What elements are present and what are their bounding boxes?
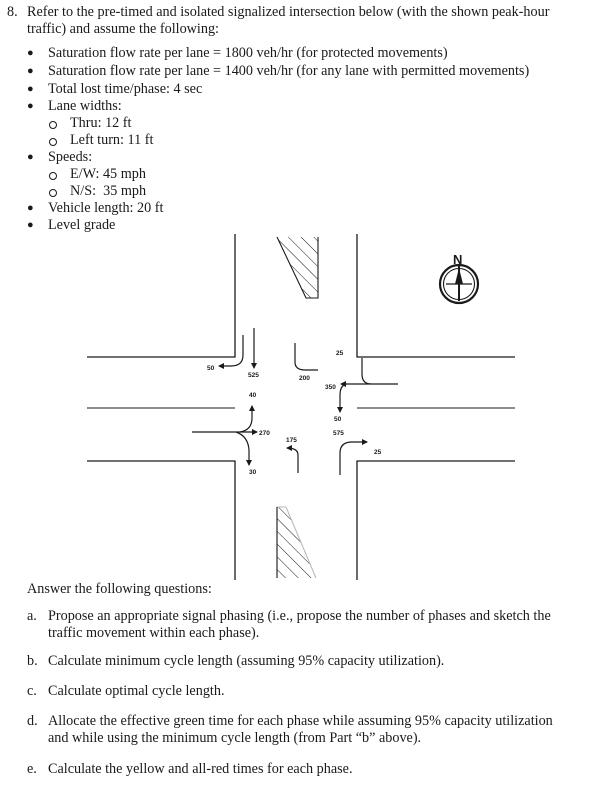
question-text: Allocate the effective green time for each phase while assuming 95% capacity utilization and while using the minimum cycle length (from Part “b” above). <box>48 713 553 746</box>
assumption-item: Total lost time/phase: 4 sec <box>48 81 203 97</box>
questions-heading: Answer the following questions: <box>27 581 212 597</box>
volume-label: 200 <box>299 375 310 382</box>
movement-arrows <box>192 328 398 475</box>
volume-label: 175 <box>286 437 297 444</box>
nb-left-arrow <box>287 448 298 473</box>
volume-label: 30 <box>249 469 257 476</box>
volume-label: 575 <box>333 430 344 437</box>
assumption-subitem: Left turn: 11 ft <box>70 132 154 148</box>
question-letter: c. <box>27 683 37 699</box>
question-letter: d. <box>27 713 38 729</box>
assumption-subitem: N/S: 35 mph <box>70 183 147 199</box>
question-letter: e. <box>27 761 37 777</box>
eb-left-arrow <box>240 406 252 432</box>
assumption-item: Speeds: <box>48 149 93 165</box>
bullet-icon: ● <box>27 151 34 163</box>
question-letter: a. <box>27 608 37 624</box>
problem-intro: Refer to the pre-timed and isolated signalized intersection below (with the shown peak-hour traffic) and assume the following: <box>27 4 550 37</box>
bullet-icon: ● <box>27 47 34 59</box>
sb-right-arrow <box>219 335 243 366</box>
volume-label: 50 <box>207 365 215 372</box>
bullet-icon: ● <box>27 100 34 112</box>
assumption-item: Saturation flow rate per lane = 1800 veh/hr (for protected movements) <box>48 45 448 61</box>
assumption-item: Saturation flow rate per lane = 1400 veh/hr (for any lane with permitted movements) <box>48 63 530 79</box>
volume-label: 40 <box>249 392 257 399</box>
assumption-item: Lane widths: <box>48 98 122 114</box>
nb-right-arrow <box>340 442 367 475</box>
wb-left-arrow <box>340 384 346 412</box>
volume-label: 50 <box>334 416 342 423</box>
assumption-item: Vehicle length: 20 ft <box>48 200 164 216</box>
volume-label: 350 <box>325 384 336 391</box>
problem-number: 8. <box>7 4 18 20</box>
volume-label: 525 <box>248 372 259 379</box>
volume-label: 25 <box>336 350 344 357</box>
bullet-icon: ● <box>27 202 34 214</box>
volume-labels <box>207 350 382 476</box>
question-text: Calculate optimal cycle length. <box>48 683 225 699</box>
assumption-subitem: Thru: 12 ft <box>70 115 132 131</box>
assumption-item: Level grade <box>48 217 116 233</box>
question-letter: b. <box>27 653 38 669</box>
bullet-icon: ● <box>27 83 34 95</box>
question-text: Calculate the yellow and all-red times for each phase. <box>48 761 353 777</box>
bullet-icon: ● <box>27 219 34 231</box>
north-median <box>277 237 318 298</box>
north-label: N <box>453 252 463 267</box>
eb-right-arrow <box>236 432 249 465</box>
question-text: Calculate minimum cycle length (assuming 95% capacity utilization). <box>48 653 445 669</box>
assumption-subitem: E/W: 45 mph <box>70 166 146 182</box>
question-text: Propose an appropriate signal phasing (i.e., propose the number of phases and sketch the traffic movement within each phase). <box>48 608 551 641</box>
volume-label: 270 <box>259 430 270 437</box>
volume-label: 25 <box>374 449 382 456</box>
south-median <box>277 507 316 578</box>
sb-left-arrow <box>295 343 318 370</box>
bullet-icon: ● <box>27 65 34 77</box>
north-arrow-icon <box>440 252 478 303</box>
wb-right-arrow <box>362 358 398 384</box>
